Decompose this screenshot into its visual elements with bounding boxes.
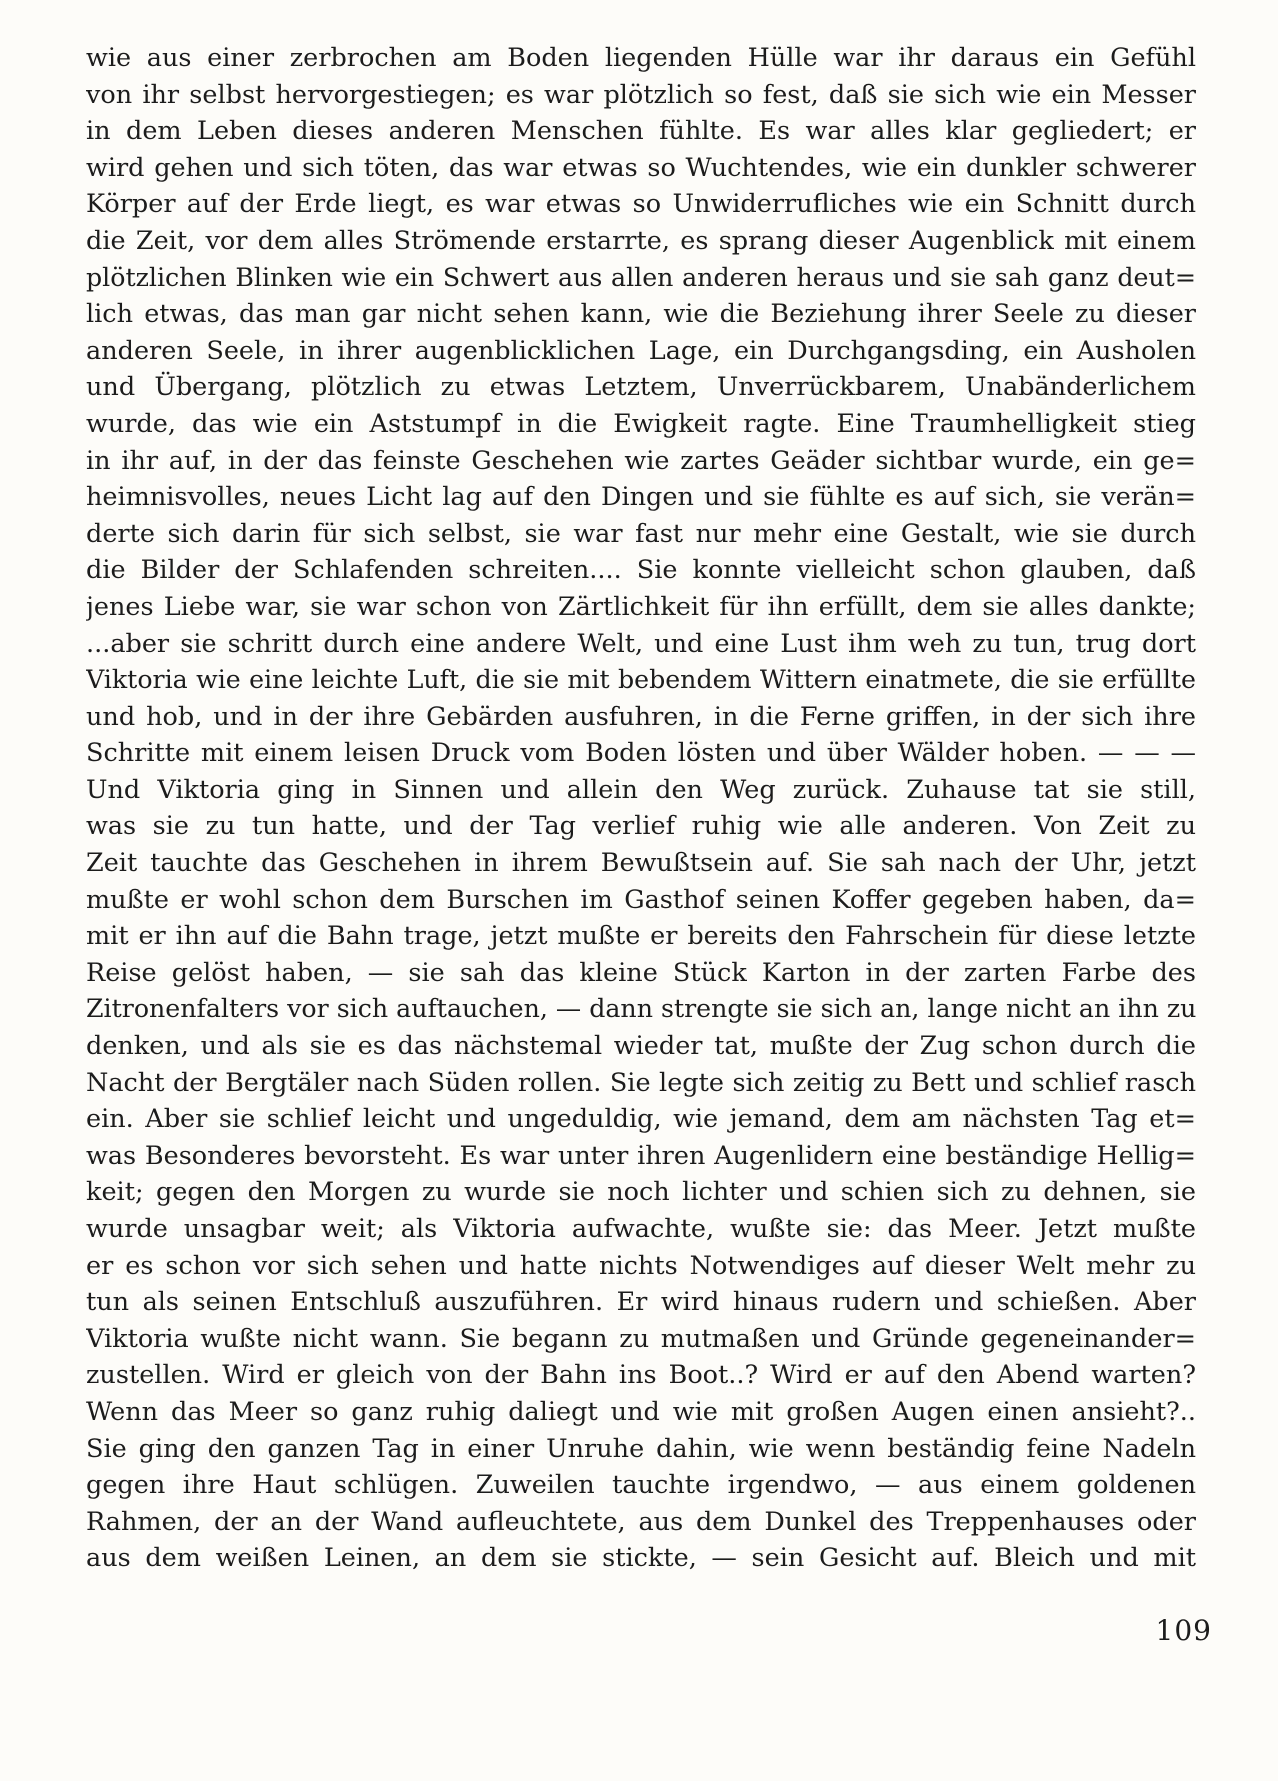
text-line: Wenn das Meer so ganz ruhig daliegt und wie mit großen Augen einen ansieht?..	[86, 1396, 1196, 1427]
text-line: gegen ihre Haut schlügen. Zuweilen tauchte irgendwo, — aus einem goldenen	[86, 1470, 1196, 1501]
text-line: ein. Aber sie schlief leicht und ungeduldig, wie jemand, dem am nächsten Tag et=	[86, 1104, 1196, 1135]
text-line: Und Viktoria ging in Sinnen und allein den Weg zurück. Zuhause tat sie still,	[86, 774, 1196, 805]
text-line: plötzlichen Blinken wie ein Schwert aus allen anderen heraus und sie sah ganz deut=	[86, 262, 1196, 292]
text-line: Viktoria wußte nicht wann. Sie begann zu mutmaßen und Gründe gegeneinander=	[86, 1323, 1196, 1354]
body-text	[86, 40, 1196, 1577]
text-line: keit; gegen den Morgen zu wurde sie noch lichter und schien sich zu dehnen, sie	[86, 1177, 1196, 1208]
text-line: Schritte mit einem leisen Druck vom Boden lösten und über Wälder hoben. — — —	[86, 738, 1196, 769]
text-line: tun als seinen Entschluß auszuführen. Er wird hinaus rudern und schießen. Aber	[86, 1287, 1196, 1318]
text-line: Zitronenfalters vor sich auftauchen, — dann strengte sie sich an, lange nicht an ihn zu	[86, 994, 1196, 1024]
text-line: die Bilder der Schlafenden schreiten.... Sie konnte vielleicht schon glauben, daß	[86, 555, 1196, 586]
text-line: wird gehen und sich töten, das war etwas so Wuchtendes, wie ein dunkler schwerer	[86, 152, 1196, 183]
text-line: derte sich darin für sich selbst, sie war fast nur mehr eine Gestalt, wie sie durch	[86, 518, 1196, 549]
text-line: er es schon vor sich sehen und hatte nichts Notwendiges auf dieser Welt mehr zu	[86, 1250, 1196, 1281]
text-line: mit er ihn auf die Bahn trage, jetzt mußte er bereits den Fahrschein für diese letzte	[86, 921, 1196, 952]
text-line: in ihr auf, in der das feinste Geschehen wie zartes Geäder sichtbar wurde, ein ge=	[86, 445, 1196, 476]
text-line: Zeit tauchte das Geschehen in ihrem Bewußtsein auf. Sie sah nach der Uhr, jetzt	[86, 848, 1196, 879]
text-line: mußte er wohl schon dem Burschen im Gasthof seinen Koffer gegeben haben, da=	[86, 884, 1196, 915]
text-line: und hob, und in der ihre Gebärden ausfuhren, in die Ferne griffen, in der sich ihre	[86, 701, 1196, 732]
text-line: was sie zu tun hatte, und der Tag verlief ruhig wie alle anderen. Von Zeit zu	[86, 811, 1196, 842]
text-line: die Zeit, vor dem alles Strömende erstarrte, es sprang dieser Augenblick mit einem	[86, 225, 1196, 256]
text-line: denken, und als sie es das nächstemal wieder tat, mußte der Zug schon durch die	[86, 1031, 1196, 1062]
text-line: Viktoria wie eine leichte Luft, die sie mit bebendem Wittern einatmete, die sie erfüllte	[86, 665, 1196, 695]
text-line: was Besonderes bevorsteht. Es war unter ihren Augenlidern eine beständige Hellig=	[86, 1140, 1196, 1171]
text-line: von ihr selbst hervorgestiegen; es war plötzlich so fest, daß sie sich wie ein Messer	[86, 79, 1196, 110]
text-line: wurde unsagbar weit; als Viktoria aufwachte, wußte sie: das Meer. Jetzt mußte	[86, 1214, 1196, 1244]
text-line: zustellen. Wird er gleich von der Bahn ins Boot..? Wird er auf den Abend warten?	[86, 1360, 1196, 1391]
page-number: 109	[1155, 1614, 1212, 1647]
text-line: Rahmen, der an der Wand aufleuchtete, aus dem Dunkel des Treppenhauses oder	[86, 1506, 1196, 1537]
text-line: lich etwas, das man gar nicht sehen kann, wie die Beziehung ihrer Seele zu dieser	[86, 299, 1196, 330]
text-line: und Übergang, plötzlich zu etwas Letztem, Unverrückbarem, Unabänderlichem	[86, 372, 1196, 403]
text-line: wurde, das wie ein Aststumpf in die Ewigkeit ragte. Eine Traumhelligkeit stieg	[86, 408, 1196, 439]
text-line: ...aber sie schritt durch eine andere Welt, und eine Lust ihm weh zu tun, trug dort	[86, 628, 1196, 659]
text-line: wie aus einer zerbrochen am Boden liegenden Hülle war ihr daraus ein Gefühl	[86, 43, 1196, 73]
text-line: in dem Leben dieses anderen Menschen fühlte. Es war alles klar gegliedert; er	[86, 116, 1196, 147]
text-line: aus dem weißen Leinen, an dem sie stickte, — sein Gesicht auf. Bleich und mit	[86, 1543, 1196, 1574]
text-line: Nacht der Bergtäler nach Süden rollen. Sie legte sich zeitig zu Bett und schlief rasch	[86, 1067, 1196, 1098]
text-line: Sie ging den ganzen Tag in einer Unruhe dahin, wie wenn beständig feine Nadeln	[86, 1433, 1196, 1464]
text-line: heimnisvolles, neues Licht lag auf den Dingen und sie fühlte es auf sich, sie verän=	[86, 482, 1196, 513]
text-line: Reise gelöst haben, — sie sah das kleine Stück Karton in der zarten Farbe des	[86, 957, 1196, 988]
text-line: Körper auf der Erde liegt, es war etwas so Unwiderrufliches wie ein Schnitt durch	[86, 189, 1196, 220]
text-line: jenes Liebe war, sie war schon von Zärtlichkeit für ihn erfüllt, dem sie alles dankte;	[86, 591, 1196, 622]
text-line: anderen Seele, in ihrer augenblicklichen Lage, ein Durchgangsding, ein Ausholen	[86, 335, 1196, 366]
